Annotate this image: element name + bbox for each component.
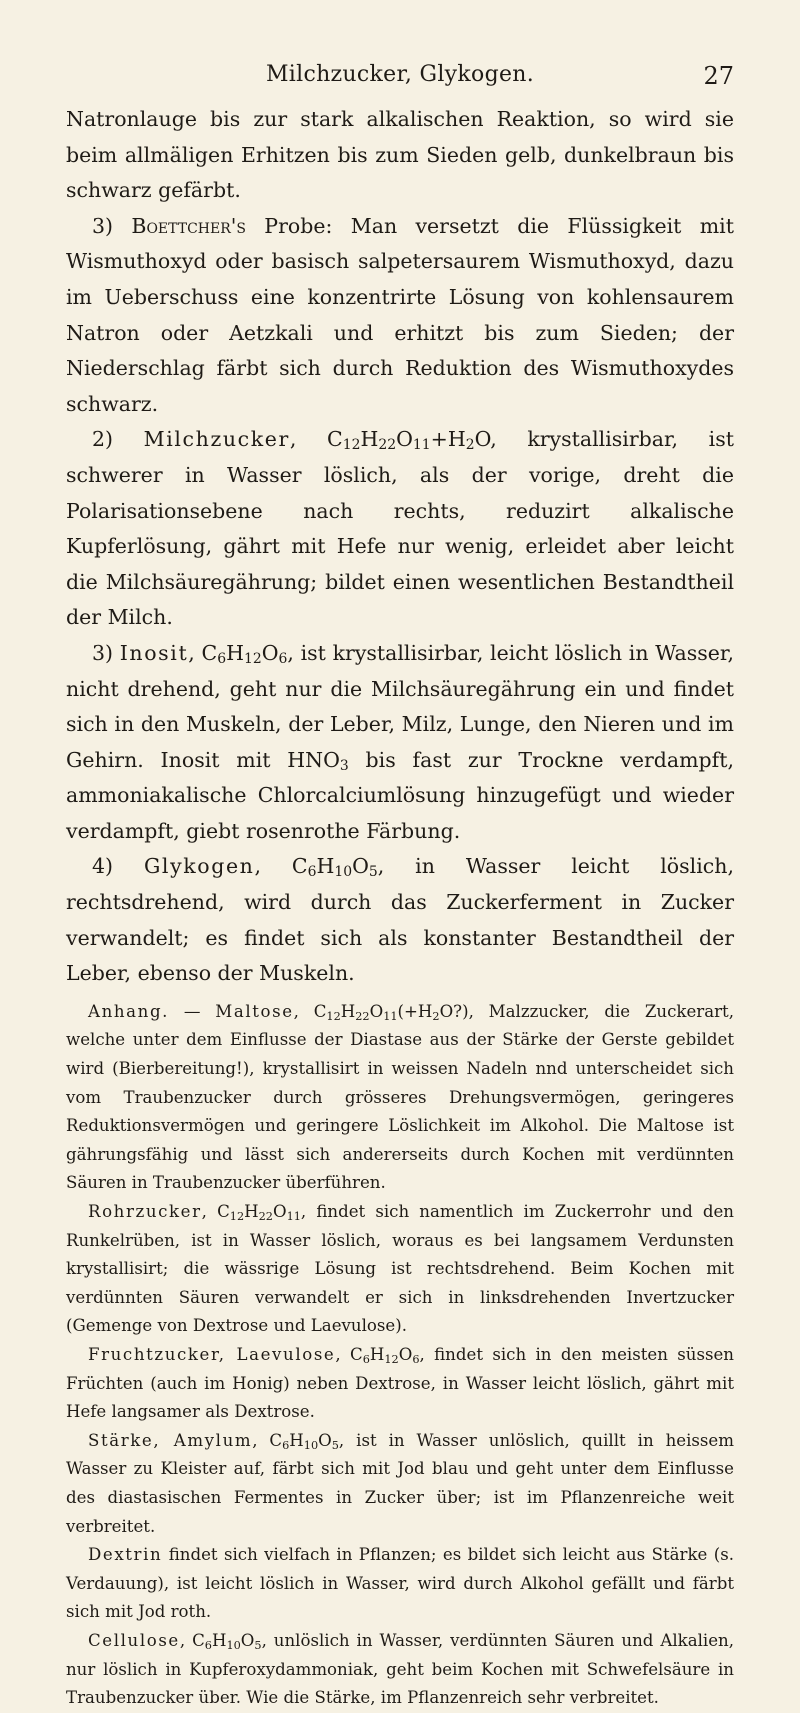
paragraph-milchzucker: 2) Milchzucker, $C_{12}H_{22}O_{11}+H_2O$, krystallisirbar, ist schwerer in Wasser löslich, als der vorige, dreht die Polarisationsebene nach rechts, reduzirt alkalische Kupferlösung, gährt mit Hefe nur wenig, erleidet aber leicht die Milchsäuregährung; bildet einen wesentlichen Bestandtheil der Milch. <box>66 427 734 630</box>
paragraph-boettcher-probe: 3) Boettcher's Probe: Man versetzt die Flüssigkeit mit Wismuthoxyd oder basisch salpetersaurem Wismuthoxyd, dazu im Ueberschuss eine konzentrirte Lösung von kohlensaurem Natron oder Aetzkali und erhitzt bis zum Sieden; der Niederschlag färbt sich durch Reduktion des Wismuthoxydes schwarz. <box>66 213 734 416</box>
term: Milchzucker <box>143 427 290 452</box>
term: Inosit <box>119 640 189 665</box>
main-text <box>66 102 734 992</box>
appendix-label: Anhang. <box>88 1001 170 1021</box>
term: Rohrzucker <box>88 1202 202 1221</box>
chemical-formula: $C_{12}H_{22}O_{11}+H_2O$ <box>327 427 491 454</box>
chemical-formula: $HNO_3$ <box>287 747 349 774</box>
paragraph-glykogen: 4) Glykogen, $C_6H_{10}O_5$, in Wasser leicht löslich, rechtsdrehend, wird durch das Zuckerferment in Zucker verwandelt; es findet sich als konstanter Bestandtheil der Leber, ebenso der Muskeln. <box>66 854 734 986</box>
appendix-section <box>66 998 734 1713</box>
running-title: Milchzucker, Glykogen. <box>265 62 535 87</box>
paragraph-dextrin: Dextrin findet sich vielfach in Pflanzen; es bildet sich leicht aus Stärke (s. Verdauung), ist leicht löslich in Wasser, wird durch Alkohol gefällt und färbt sich mit Jod roth. <box>66 1545 734 1622</box>
chemical-formula: $C_{12}H_{22}O_{11}(+H_2O?)$ <box>313 1001 469 1023</box>
paragraph-cellulose: Cellulose, $C_6H_{10}O_5$, unlöslich in Wasser, verdünnten Säuren und Alkalien, nur löslich in Kupferoxydammoniak, geht beim Kochen mit Schwefelsäure in Traubenzucker über. Wie die Stärke, im Pflanzenreich sehr verbreitet. <box>66 1630 734 1708</box>
paragraph-staerke: Stärke, Amylum, $C_6H_{10}O_5$, ist in Wasser unlöslich, quillt in heissem Wasser zu Kleister auf, färbt sich mit Jod blau und geht unter dem Einflusse des diastasischen Fermentes in Zucker über; ist im Pflanzenreiche weit verbreitet. <box>66 1430 734 1536</box>
running-header <box>66 62 734 92</box>
paragraph-inosit: 3) Inosit, $C_6H_{12}O_6$, ist krystallisirbar, leicht löslich in Wasser, nicht drehend, geht nur die Milchsäuregährung ein und findet sich in den Muskeln, der Leber, Milz, Lunge, den Nieren und im Gehirn. Inosit mit $HNO_3$ bis fast zur Trockne verdampft, ammoniakalische Chlorcalciumlösung hinzugefügt und wieder verdampft, giebt rosenrothe Färbung. <box>66 640 734 843</box>
chemical-formula: $C_6H_{12}O_6$ <box>201 640 288 667</box>
paragraph-continuation: Natronlauge bis zur stark alkalischen Reaktion, so wird sie beim allmäligen Erhitzen bis zum Sieden gelb, dunkelbraun bis schwarz gefärbt. <box>66 107 734 203</box>
chemical-formula: $C_6H_{10}O_5$ <box>269 1430 339 1452</box>
term: Stärke, Amylum <box>88 1430 253 1450</box>
chemical-formula: $C_6H_{10}O_5$ <box>192 1630 262 1652</box>
chemical-formula: $C_{12}H_{22}O_{11}$ <box>217 1202 301 1223</box>
term: Cellulose <box>88 1630 180 1650</box>
term: Fruchtzucker, Laevulose <box>88 1344 336 1364</box>
chemical-formula: $C_6H_{12}O_6$ <box>350 1344 420 1366</box>
paragraph-rohrzucker: Rohrzucker, $C_{12}H_{22}O_{11}$, findet sich namentlich im Zuckerrohr und den Runkelrüben, ist in Wasser löslich, woraus es bei langsamem Verdunsten krystallisirt; die wässrige Lösung ist rechtsdrehend. Beim Kochen mit verdünnten Säuren verwandelt er sich in linksdrehenden Invertzucker (Gemenge von Dextrose und Laevulose). <box>66 1202 734 1336</box>
paragraph-maltose: Anhang. — Maltose, $C_{12}H_{22}O_{11}(+H_2O?)$, Malzzucker, die Zuckerart, welche unter dem Einflusse der Diastase aus der Stärke der Gerste gebildet wird (Bierbereitung!), krystallisirt in weissen Nadeln nnd unterscheidet sich vom Traubenzucker durch grösseres Drehungsvermögen, geringeres Reduktionsvermögen und geringere Löslichkeit im Alkohol. Die Maltose ist gährungsfähig und lässt sich andererseits durch Kochen mit verdünnten Säuren in Traubenzucker überführen. <box>66 1001 734 1193</box>
page-body <box>66 102 734 1713</box>
term: Glykogen <box>143 854 255 879</box>
paragraph-fruchtzucker: Fruchtzucker, Laevulose, $C_6H_{12}O_6$, findet sich in den meisten süssen Früchten (auch im Honig) neben Dextrose, in Wasser leicht löslich, gährt mit Hefe langsamer als Dextrose. <box>66 1344 734 1422</box>
term: Boettcher's <box>131 213 246 238</box>
term: Dextrin <box>88 1545 163 1565</box>
chemical-formula: $C_6H_{10}O_5$ <box>291 854 378 881</box>
page-number: 27 <box>703 62 734 90</box>
term: Maltose <box>215 1001 294 1021</box>
